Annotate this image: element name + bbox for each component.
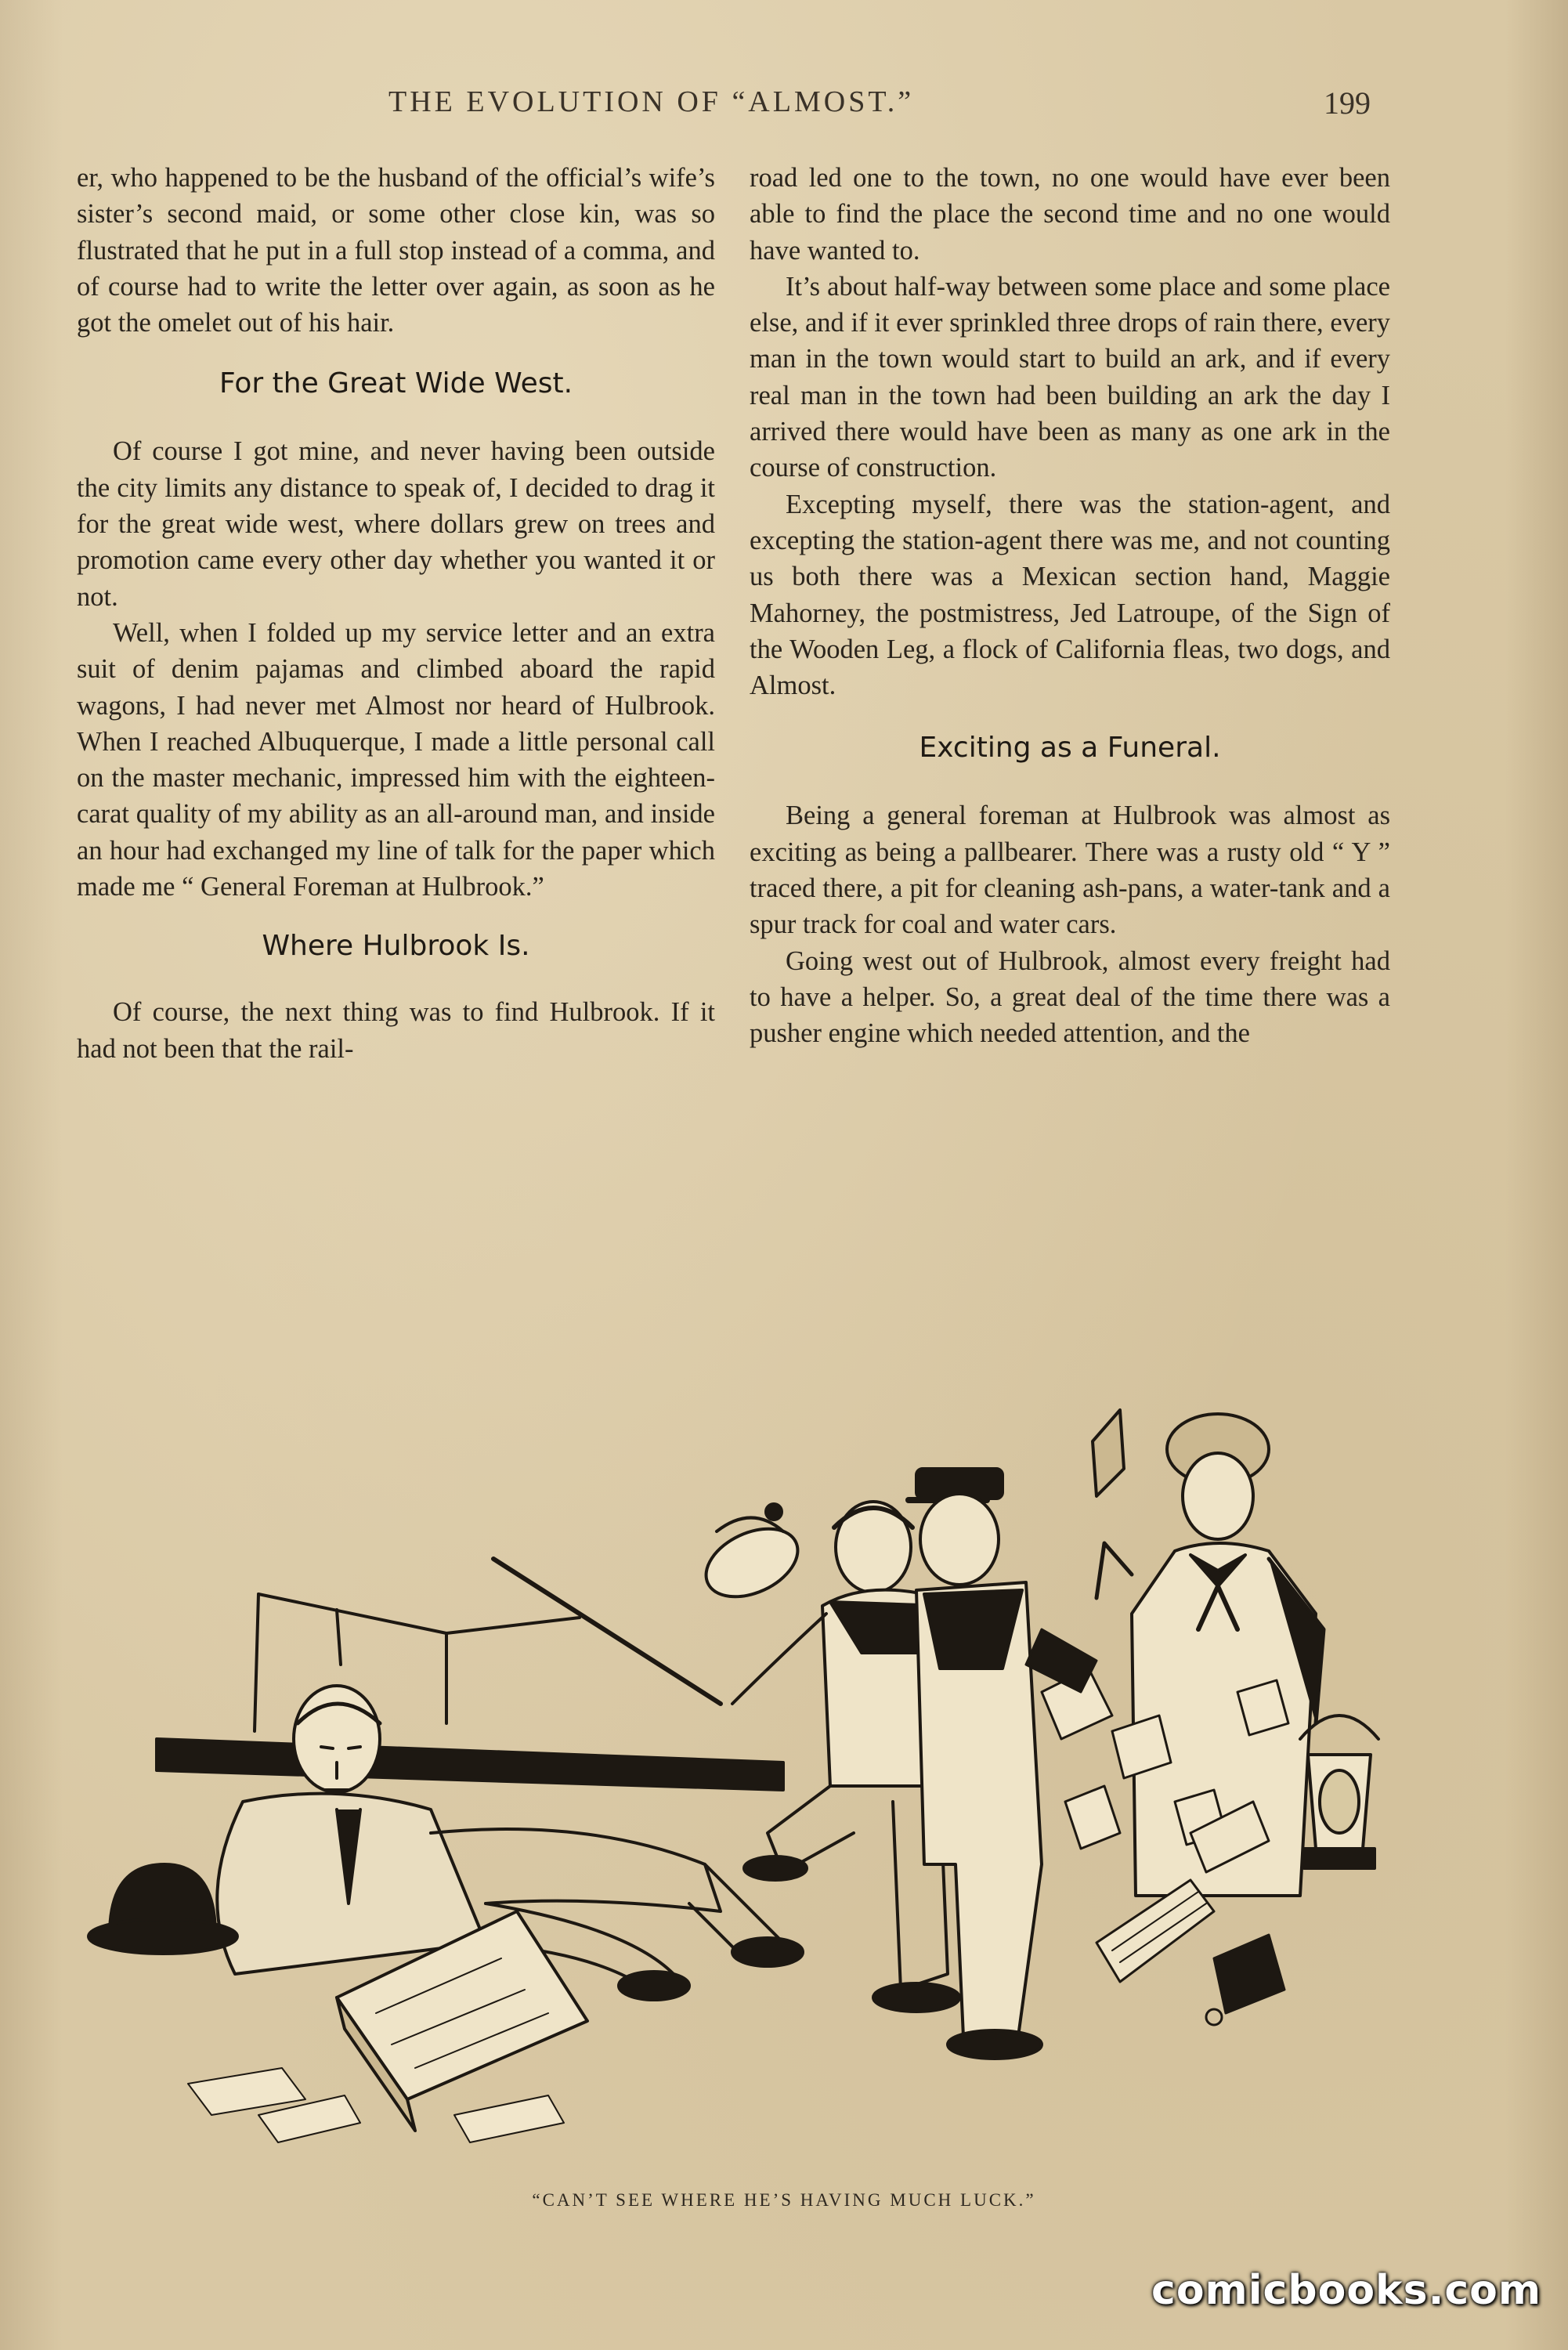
paragraph: Excepting myself, there was the station-agent, and excepting the station-agent there was me, and not counting us both there was a Mexican section hand, Maggie Mahorney, the postmistress, Jed Latroupe, of the Sign of the Wooden Leg, a flock of California fleas, two dogs, and Almost. [750, 489, 1390, 701]
paragraph: road led one to the town, no one would have ever been able to find the place the second time and no one would have wanted to. [750, 163, 1390, 266]
pen-and-ink-illustration [78, 1394, 1410, 2170]
paragraph: It’s about half-way between some place and some place else, and if it ever sprinkled three drops of rain there, every man in the town would start to build an ark, and if every real man in the town had been building an ark the day I arrived there would have been as many as one ark in the course of construction. [750, 271, 1390, 483]
running-title: THE EVOLUTION OF “ALMOST.” [388, 85, 915, 118]
running-header [0, 85, 1568, 132]
overturned-table [157, 1594, 783, 1790]
paragraph: Being a general foreman at Hulbrook was almost as exciting as being a pallbearer. There was a rusty old “ Y ” traced there, a pit for cleaning ash-pans, a water-tank and a spur track for coal and water cars. [750, 801, 1390, 940]
left-column [77, 160, 715, 1067]
paragraph: Going west out of Hulbrook, almost every freight had to have a helper. So, a great deal of the time there was a pusher engine which needed attention, and the [750, 945, 1390, 1049]
watermark-logo: comicbooks.com [1151, 2267, 1542, 2314]
floor-books [1097, 1802, 1284, 2025]
right-column [750, 160, 1390, 1052]
paragraph: Of course, the next thing was to find Hulbrook. If it had not been that the rail- [77, 997, 715, 1064]
flying-kettle [695, 1504, 809, 1611]
paragraph: Of course I got mine, and never having been outside the city limits any distance to speak of, I decided to drag it for the great wide west, where dollars grew on trees and promotion came every other day whether you wanted it or not. [77, 436, 715, 612]
engineer [909, 1469, 1042, 2059]
section-heading: Where Hulbrook Is. [262, 930, 530, 963]
section-heading: For the Great Wide West. [219, 367, 573, 400]
bowler-hat [89, 1864, 237, 1954]
cane [493, 1559, 721, 1704]
section-heading: Exciting as a Funeral. [919, 732, 1221, 765]
lantern [1300, 1716, 1378, 1868]
paragraph: Well, when I folded up my service letter and an extra suit of denim pajamas and climbed aboard the rapid wagons, I had never met Almost nor heard of Hulbrook. When I reached Albuquerque, I made a little personal call on the master mechanic, impressed him with the eighteen-carat quality of my ability as an all-around man, and inside an hour had exchanged my line of talk for the paper which made me “ General Foreman at Hulbrook.” [77, 617, 715, 902]
page-number: 199 [1324, 85, 1371, 121]
illustration-caption: “CAN’T SEE WHERE HE’S HAVING MUCH LUCK.” [532, 2190, 1036, 2210]
paragraph: er, who happened to be the husband of the official’s wife’s sister’s second maid, or some other close kin, was so flustrated that he put in a full stop instead of a comma, and of course had to write the letter over again, as soon as he got the omelet out of his hair. [77, 163, 715, 338]
